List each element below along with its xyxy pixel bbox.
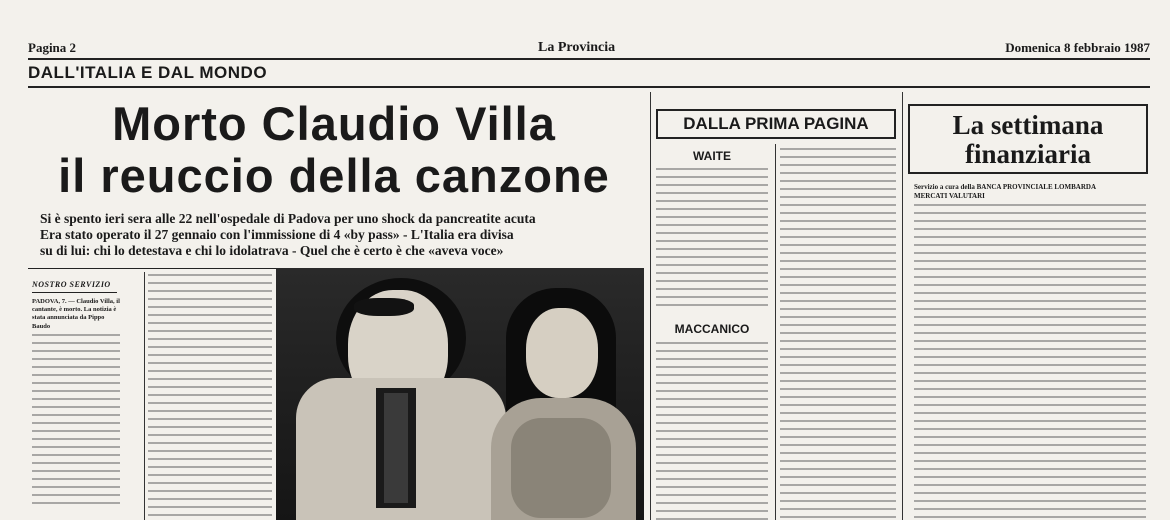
section-rule xyxy=(28,86,1150,88)
subheadline xyxy=(40,211,640,259)
subheadline-line: Era stato operato il 27 gennaio con l'immissione di 4 «by pass» - L'Italia era divisa xyxy=(40,227,514,242)
finanziaria-byline xyxy=(914,183,1146,201)
finanziaria-subhead: MERCATI VALUTARI xyxy=(914,192,985,200)
byline: NOSTRO SERVIZIO xyxy=(32,280,111,289)
article-column-2 xyxy=(148,274,272,520)
section-header: DALL'ITALIA E DAL MONDO xyxy=(28,63,268,82)
dateline: PADOVA, 7. — Claudio Villa, il cantante, è morto. La notizia è stata annunciata da Pippo Baudo xyxy=(32,298,120,330)
column-divider xyxy=(775,144,776,520)
dalla-prima-pagina-header: DALLA PRIMA PAGINA xyxy=(656,109,896,139)
finanziaria-header xyxy=(908,104,1148,174)
headline-line-1: Morto Claudio Villa xyxy=(112,97,556,150)
page-number: Pagina 2 xyxy=(28,40,77,55)
subheadline-line: su di lui: chi lo detestava e chi lo idolatrava - Quel che è certo è che «aveva voce» xyxy=(40,243,504,258)
photo-claudio-villa xyxy=(276,268,644,520)
column-divider xyxy=(144,272,145,520)
headline-line-2: il reuccio della canzone xyxy=(58,149,610,202)
continued-text xyxy=(780,148,896,520)
finanziaria-service: Servizio a cura della BANCA PROVINCIALE LOMBARDA xyxy=(914,183,1096,191)
newspaper-title: La Provincia xyxy=(538,40,616,55)
maccanico-text xyxy=(656,342,768,520)
finanziaria-title-line-1: La settimana xyxy=(952,110,1104,140)
waite-text xyxy=(656,168,768,310)
finanziaria-title-line-2: finanziaria xyxy=(965,139,1091,169)
article-column-1 xyxy=(32,298,120,520)
subheadline-line: Si è spento ieri sera alle 22 nell'ospedale di Padova per uno shock da pancreatite acuta xyxy=(40,211,536,226)
headline xyxy=(28,98,640,202)
column-divider xyxy=(902,92,903,520)
finanziaria-text xyxy=(914,204,1146,520)
masthead xyxy=(28,40,1150,56)
column-head-waite: WAITE xyxy=(693,149,731,163)
column-head-maccanico: MACCANICO xyxy=(674,322,750,336)
body-text-lines xyxy=(32,334,120,504)
issue-date: Domenica 8 febbraio 1987 xyxy=(1005,40,1150,55)
masthead-rule xyxy=(28,58,1150,60)
column-divider xyxy=(650,92,651,520)
byline-rule xyxy=(32,292,117,293)
